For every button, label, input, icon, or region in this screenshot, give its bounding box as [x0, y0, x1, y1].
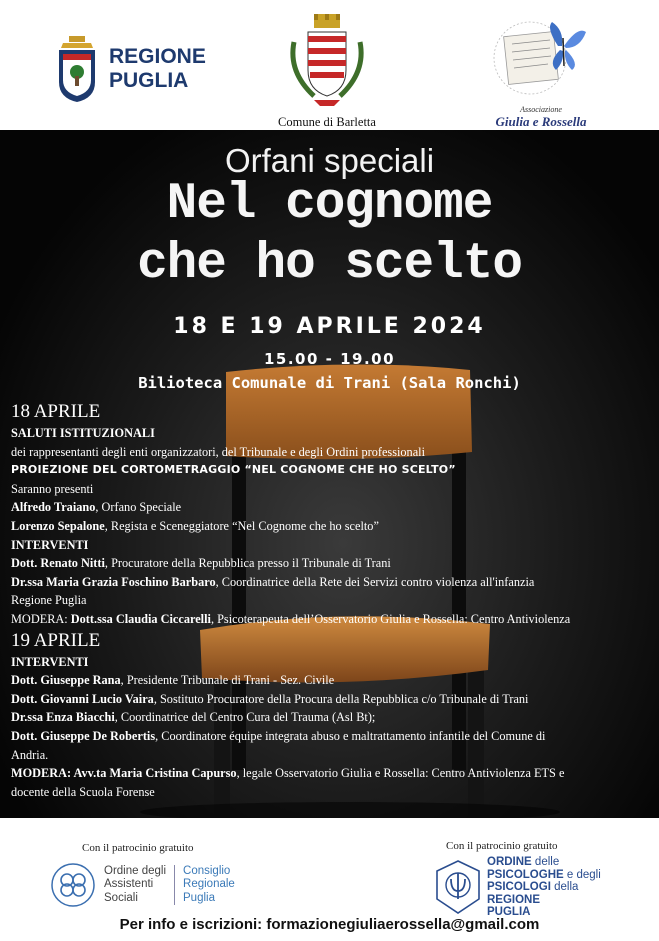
ocr-line1: Consiglio	[183, 864, 231, 877]
giulia-rossella-logo	[486, 18, 596, 129]
guest-1-name: Alfredo Traiano	[11, 500, 96, 515]
op-line3	[487, 881, 601, 894]
op-line1-b: delle	[531, 856, 560, 868]
event-program	[11, 400, 656, 801]
event-hours: 15.00 - 19.00	[263, 350, 396, 368]
guest-2-role: , Regista e Sceneggiatore “Nel Cognome che ho scelto”	[104, 518, 379, 533]
knot-circle-icon	[50, 862, 96, 908]
ocr-name	[183, 865, 235, 906]
speaker-1-role: , Procuratore della Repubblica presso il Tribunale di Trani	[104, 556, 391, 571]
poster-subtitle: Orfani speciali	[224, 142, 435, 179]
barletta-crest-icon	[284, 12, 370, 108]
ocr-line2: Regionale	[183, 878, 235, 891]
moderator-2-name: Avv.ta Maria Cristina Capurso	[73, 766, 237, 781]
oas-name	[104, 865, 175, 906]
header-logos	[0, 0, 659, 130]
moderator-2	[11, 764, 656, 783]
saluti-title: SALUTI ISTITUZIONALI	[11, 426, 155, 440]
day2-heading: 19 APRILE	[11, 629, 101, 651]
speaker-6-role: , Coordinatore équipe integrata abuso e maltrattamento infantile del Comune di	[155, 728, 546, 743]
speaker-2-role: , Coordinatrice della Rete dei Servizi contro violenza all'infanzia	[215, 574, 535, 589]
poster-title-line2: che ho scelto	[137, 236, 522, 293]
day1-heading: 18 APRILE	[11, 401, 101, 422]
regione-puglia-shield-icon	[55, 36, 99, 102]
interventi1-heading: INTERVENTI	[11, 537, 89, 552]
comune-barletta-logo	[262, 12, 392, 130]
op-line1	[487, 856, 601, 869]
op-line3-b: della	[550, 881, 579, 893]
speaker-6	[11, 727, 656, 746]
regione-line1: REGIONE	[109, 45, 206, 68]
speaker-5-role: , Coordinatrice del Centro Cura del Trauma (Asl Bt);	[114, 710, 376, 725]
contact-info: Per info e iscrizioni: formazionegiuliaerossella@gmail.com	[119, 916, 540, 933]
oas-line2: Assistenti	[104, 878, 154, 891]
gr-name: Giulia e Rossella	[495, 114, 587, 129]
interventi2-heading: INTERVENTI	[11, 654, 89, 669]
poster-title-line1: Nel cognome	[166, 176, 493, 233]
op-line2-a: PSICOLOGHE	[487, 868, 564, 881]
speaker-5-name: Dr.ssa Enza Biacchi	[11, 710, 115, 725]
speaker-6-name: Dott. Giuseppe De Robertis	[11, 728, 156, 743]
speaker-4-name: Dott. Giovanni Lucio Vaira	[11, 691, 154, 706]
guest-1	[11, 498, 656, 517]
patrocinio-left: Con il patrocinio gratuito	[82, 842, 194, 854]
speaker-2-name: Dr.ssa Maria Grazia Foschino Barbaro	[11, 574, 216, 589]
patrocinio-right: Con il patrocinio gratuito	[446, 840, 558, 852]
moderator-1	[11, 610, 656, 629]
guest-1-role: , Orfano Speciale	[95, 500, 182, 515]
op-line4-a: REGIONE	[487, 893, 541, 906]
speaker-4-role: , Sostituto Procuratore della Procura della Repubblica c/o Tribunale di Trani	[153, 691, 529, 706]
op-line1-a: ORDINE	[487, 856, 532, 868]
gr-sub: Associazione	[520, 105, 562, 114]
oas-line1: Ordine degli	[104, 864, 167, 877]
moderator-1-role: , Psicoterapeuta dell’Osservatorio Giulia e Rossella: Centro Antiviolenza	[210, 611, 571, 626]
footer	[0, 818, 659, 941]
saluti-text: dei rappresentanti degli enti organizzatori, del Tribunale e degli Ordini professionali	[11, 444, 425, 459]
guest-2-name: Lorenzo Sepalone	[11, 518, 105, 533]
butterfly-letter-icon	[486, 18, 596, 98]
op-line5-a: PUGLIA	[487, 906, 531, 918]
presenti-line: Saranno presenti	[11, 481, 94, 496]
moderator-1-name: Dott.ssa Claudia Ciccarelli	[70, 611, 211, 626]
op-line2	[487, 869, 601, 882]
moderator-2-role: , legale Osservatorio Giulia e Rossella: Centro Antiviolenza ETS e	[236, 766, 565, 781]
guest-2	[11, 517, 656, 536]
regione-puglia-logo	[55, 36, 206, 102]
proiezione-line: PROIEZIONE DEL CORTOMETRAGGIO “NEL COGNOME CHE HO SCELTO”	[11, 463, 456, 477]
op-name	[487, 856, 601, 919]
poster-area	[0, 130, 659, 818]
speaker-4	[11, 690, 656, 709]
regione-puglia-wordmark	[109, 45, 206, 93]
speaker-2-role-cont: Regione Puglia	[11, 593, 87, 608]
event-venue: Bilioteca Comunale di Trani (Sala Ronchi)	[138, 374, 521, 392]
op-line2-b: e degli	[563, 868, 601, 881]
speaker-3	[11, 671, 656, 690]
ocr-line3: Puglia	[183, 891, 215, 904]
moderator-2-role-cont: docente della Scuola Forense	[11, 784, 155, 799]
moderator-2-label: MODERA:	[11, 766, 74, 781]
speaker-3-name: Dott. Giuseppe Rana	[11, 673, 121, 688]
barletta-label: Comune di Barletta	[278, 115, 376, 129]
speaker-1	[11, 554, 656, 573]
oas-line3: Sociali	[104, 891, 138, 904]
psi-badge-icon	[433, 859, 483, 915]
op-line4	[487, 894, 601, 907]
ordine-assistenti-sociali-logo	[50, 862, 235, 908]
speaker-2	[11, 573, 656, 592]
speaker-1-name: Dott. Renato Nitti	[11, 556, 105, 571]
op-line3-a: PSICOLOGI	[487, 881, 551, 893]
speaker-5	[11, 708, 656, 727]
ordine-psicologi-logo	[433, 856, 601, 919]
event-dates: 18 E 19 APRILE 2024	[173, 314, 486, 339]
regione-line2: PUGLIA	[109, 69, 189, 92]
moderator-1-label: MODERA:	[11, 611, 71, 626]
speaker-3-role: , Presidente Tribunale di Trani - Sez. Civile	[120, 673, 335, 688]
speaker-6-role-cont: Andria.	[11, 747, 49, 762]
